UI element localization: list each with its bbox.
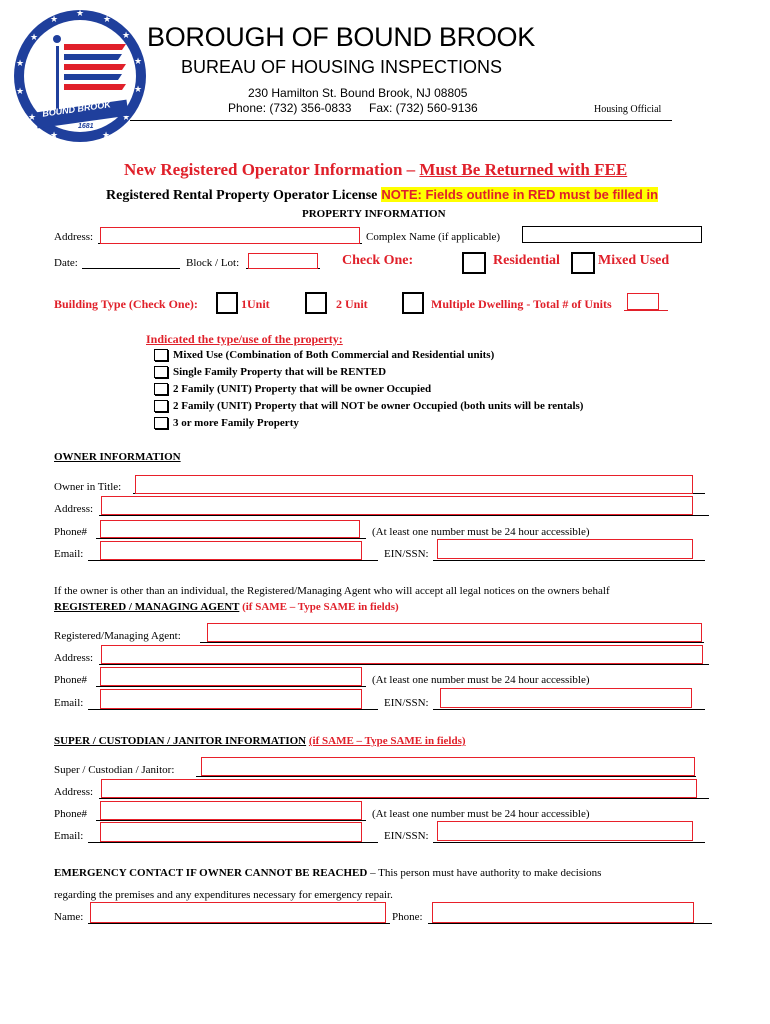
svg-text:★: ★ <box>50 130 59 140</box>
underline <box>433 709 705 710</box>
underline <box>96 820 366 821</box>
owner-address-field[interactable] <box>101 496 693 515</box>
agent-heading-note: (if SAME – Type SAME in fields) <box>242 601 399 613</box>
owner-phone-label: Phone# <box>54 526 87 538</box>
logo-text: BOUND BROOK <box>41 99 112 119</box>
agent-address-label: Address: <box>54 652 94 664</box>
agent-name-field[interactable] <box>207 623 702 642</box>
underline <box>200 642 704 643</box>
super-label: Super / Custodian / Janitor: <box>54 764 175 776</box>
emergency-name-field[interactable] <box>90 902 386 923</box>
two-unit-checkbox[interactable] <box>305 292 327 314</box>
logo-year: 1681 <box>78 123 94 130</box>
underline <box>99 664 709 665</box>
agent-phone-label: Phone# <box>54 674 87 686</box>
super-heading: SUPER / CUSTODIAN / JANITOR INFORMATION <box>54 735 307 747</box>
svg-text:★: ★ <box>30 32 39 42</box>
agent-heading-row <box>54 601 399 613</box>
underline <box>428 923 712 924</box>
super-heading-note: (if SAME – Type SAME in fields) <box>308 735 466 747</box>
borough-title: BOROUGH OF BOUND BROOK <box>147 22 535 52</box>
svg-text:★: ★ <box>16 86 25 96</box>
agent-phone-field[interactable] <box>100 667 362 686</box>
two-unit-label: 2 Unit <box>336 297 368 311</box>
agent-ein-label: EIN/SSN: <box>384 697 429 709</box>
super-phone-label: Phone# <box>54 808 87 820</box>
svg-text:★: ★ <box>103 14 112 24</box>
underline <box>433 842 705 843</box>
use-checkbox-two-family-rental[interactable] <box>154 400 168 412</box>
owner-ein-field[interactable] <box>437 539 693 559</box>
block-lot-field[interactable] <box>248 253 318 269</box>
underline <box>99 798 709 799</box>
owner-in-title-field[interactable] <box>135 475 693 494</box>
mixed-used-checkbox[interactable] <box>571 252 595 274</box>
underline <box>88 709 378 710</box>
property-address-label: Address: <box>54 231 94 243</box>
property-use-heading: Indicated the type/use of the property: <box>146 332 343 346</box>
form-title <box>124 160 627 180</box>
emergency-phone-label: Phone: <box>392 911 423 923</box>
bureau-address: 230 Hamilton St. Bound Brook, NJ 08805 <box>248 86 468 100</box>
svg-text:★: ★ <box>76 8 85 18</box>
agent-email-label: Email: <box>54 697 84 709</box>
underline <box>96 686 366 687</box>
use-checkbox-three-plus[interactable] <box>154 417 168 429</box>
total-units-field[interactable] <box>627 293 659 310</box>
bureau-fax: Fax: (732) 560-9136 <box>369 101 478 115</box>
svg-text:★: ★ <box>134 84 143 94</box>
property-address-field[interactable] <box>100 227 360 244</box>
super-email-label: Email: <box>54 830 84 842</box>
agent-phone-note: (At least one number must be 24 hour accessible) <box>372 674 590 686</box>
super-email-field[interactable] <box>100 822 362 842</box>
building-type-label: Building Type (Check One): <box>54 297 198 311</box>
underline <box>624 310 668 311</box>
underline <box>433 560 705 561</box>
super-address-label: Address: <box>54 786 94 798</box>
underline <box>88 923 390 924</box>
header-divider <box>130 120 672 121</box>
underline <box>88 560 378 561</box>
emergency-name-label: Name: <box>54 911 84 923</box>
super-phone-field[interactable] <box>100 801 362 820</box>
owner-email-field[interactable] <box>100 541 362 560</box>
svg-text:★: ★ <box>16 58 25 68</box>
svg-text:★: ★ <box>28 112 37 122</box>
mixed-used-label: Mixed Used <box>598 253 670 268</box>
emergency-heading: EMERGENCY CONTACT IF OWNER CANNOT BE REACHED <box>54 867 368 879</box>
use-option-single-family: Single Family Property that will be RENTED <box>173 366 387 378</box>
multiple-dwelling-label: Multiple Dwelling - Total # of Units <box>431 297 612 311</box>
emergency-line1 <box>54 867 601 879</box>
super-phone-note: (At least one number must be 24 hour accessible) <box>372 808 590 820</box>
bureau-phone: Phone: (732) 356-0833 <box>228 101 352 115</box>
form-title-part2: Must Be Returned with FEE <box>419 160 628 179</box>
residential-label: Residential <box>493 253 560 268</box>
one-unit-checkbox[interactable] <box>216 292 238 314</box>
owner-phone-note: (At least one number must be 24 hour accessible) <box>372 526 590 538</box>
svg-text:★: ★ <box>102 130 111 140</box>
complex-name-field[interactable] <box>522 226 702 243</box>
property-heading: PROPERTY INFORMATION <box>302 208 446 220</box>
form-subtitle-row <box>106 186 658 204</box>
complex-name-label: Complex Name (if applicable) <box>366 231 501 243</box>
residential-checkbox[interactable] <box>462 252 486 274</box>
emergency-line2: regarding the premises and any expenditures necessary for emergency repair. <box>54 889 393 901</box>
use-checkbox-two-family-owner[interactable] <box>154 383 168 395</box>
owner-heading: OWNER INFORMATION <box>54 451 181 463</box>
super-heading-row <box>54 735 466 747</box>
check-one-label: Check One: <box>342 253 414 268</box>
owner-ein-label: EIN/SSN: <box>384 548 429 560</box>
svg-text:★: ★ <box>122 30 131 40</box>
use-option-three-plus: 3 or more Family Property <box>173 417 299 429</box>
use-option-two-family-owner: 2 Family (UNIT) Property that will be owner Occupied <box>173 383 432 395</box>
underline <box>96 538 366 539</box>
block-lot-label: Block / Lot: <box>186 257 240 269</box>
super-name-field[interactable] <box>201 757 695 776</box>
emergency-text1: – This person must have authority to make decisions <box>367 867 602 879</box>
date-label: Date: <box>54 257 78 269</box>
super-ein-field[interactable] <box>437 821 693 841</box>
owner-address-label: Address: <box>54 503 94 515</box>
agent-label: Registered/Managing Agent: <box>54 630 181 642</box>
svg-text:★: ★ <box>122 112 131 122</box>
svg-text:★: ★ <box>134 56 143 66</box>
red-fields-note: NOTE: Fields outline in RED must be filled in <box>381 187 659 202</box>
use-option-mixed: Mixed Use (Combination of Both Commercial and Residential units) <box>173 349 495 361</box>
super-ein-label: EIN/SSN: <box>384 830 429 842</box>
housing-official: Housing Official <box>594 104 662 115</box>
bureau-title: BUREAU OF HOUSING INSPECTIONS <box>181 57 503 77</box>
agent-ein-field[interactable] <box>440 688 692 708</box>
use-checkbox-mixed[interactable] <box>154 349 168 361</box>
svg-text:★: ★ <box>50 14 59 24</box>
use-option-two-family-rental: 2 Family (UNIT) Property that will NOT be owner Occupied (both units will be rentals) <box>173 400 584 412</box>
owner-email-label: Email: <box>54 548 84 560</box>
use-checkbox-single-family[interactable] <box>154 366 168 378</box>
agent-intro: If the owner is other than an individual, the Registered/Managing Agent who will accept all legal notices on the owners behalf <box>54 585 610 597</box>
agent-heading: REGISTERED / MANAGING AGENT <box>54 601 240 613</box>
emergency-phone-field[interactable] <box>432 902 694 923</box>
underline <box>88 842 378 843</box>
form-subtitle: Registered Rental Property Operator License <box>106 188 378 203</box>
date-field[interactable] <box>84 253 180 269</box>
super-address-field[interactable] <box>101 779 697 798</box>
owner-phone-field[interactable] <box>100 520 360 538</box>
one-unit-label: 1Unit <box>241 297 270 311</box>
agent-address-field[interactable] <box>101 645 703 664</box>
agent-email-field[interactable] <box>100 689 362 709</box>
underline <box>196 776 696 777</box>
multiple-dwelling-checkbox[interactable] <box>402 292 424 314</box>
underline <box>99 515 709 516</box>
owner-in-title-label: Owner in Title: <box>54 481 122 493</box>
form-title-part1: New Registered Operator Information – <box>124 160 420 179</box>
